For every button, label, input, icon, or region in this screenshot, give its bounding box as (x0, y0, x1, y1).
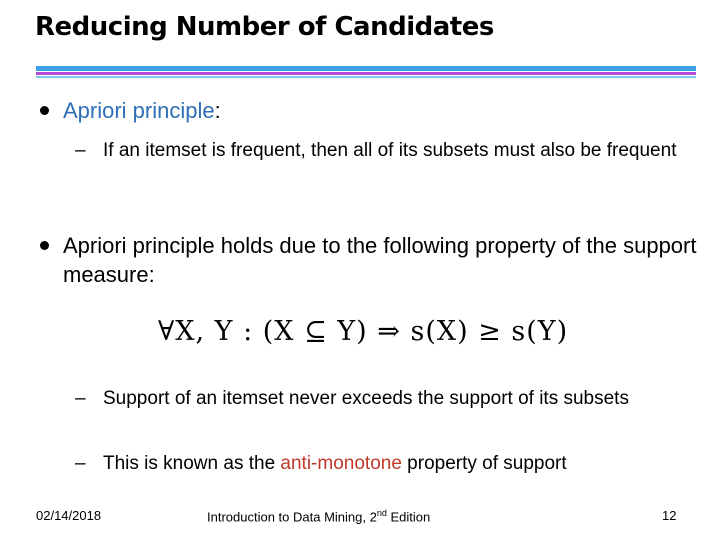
dash-marker: – (75, 388, 86, 409)
book-title-ordinal: nd (376, 508, 387, 518)
sub-bullet-frequent-subsets (75, 138, 695, 163)
book-title-suffix: Edition (386, 509, 431, 525)
bullet-dot (40, 106, 49, 115)
bullet-apriori-principle (63, 97, 221, 126)
sub-bullet-support-never-exceeds (75, 386, 695, 411)
sub-bullet-text: Support of an itemset never exceeds the support of its subsets (103, 388, 629, 409)
slide-title: Reducing Number of Candidates (35, 12, 494, 42)
sub-bullet-text (75, 451, 715, 476)
bullet-colon: : (214, 98, 221, 123)
text-after: property of support (401, 453, 567, 474)
bullet-dot (40, 241, 49, 250)
title-underline (36, 66, 696, 71)
anti-monotone-term: anti-monotone (280, 453, 402, 474)
text-before: This is known as the (103, 453, 281, 474)
footer-book-title (207, 508, 430, 524)
footer-date: 02/14/2018 (36, 508, 102, 523)
book-title-prefix: Introduction to Data Mining, 2 (207, 509, 377, 525)
dash-marker: – (75, 453, 86, 474)
title-underline-accent (36, 72, 696, 75)
apriori-principle-term: Apriori principle (63, 98, 215, 123)
title-underline-light (36, 76, 696, 78)
sub-bullet-text: If an itemset is frequent, then all of its subsets must also be frequent (103, 140, 677, 161)
bullet-support-property: Apriori principle holds due to the following property of the support measure: (63, 233, 697, 287)
sub-bullet-anti-monotone (75, 451, 715, 476)
anti-monotone-formula: ∀X, Y : (X ⊆ Y) ⇒ s(X) ≥ s(Y) (158, 316, 569, 347)
dash-marker: – (75, 140, 86, 161)
page-number: 12 (662, 508, 677, 523)
